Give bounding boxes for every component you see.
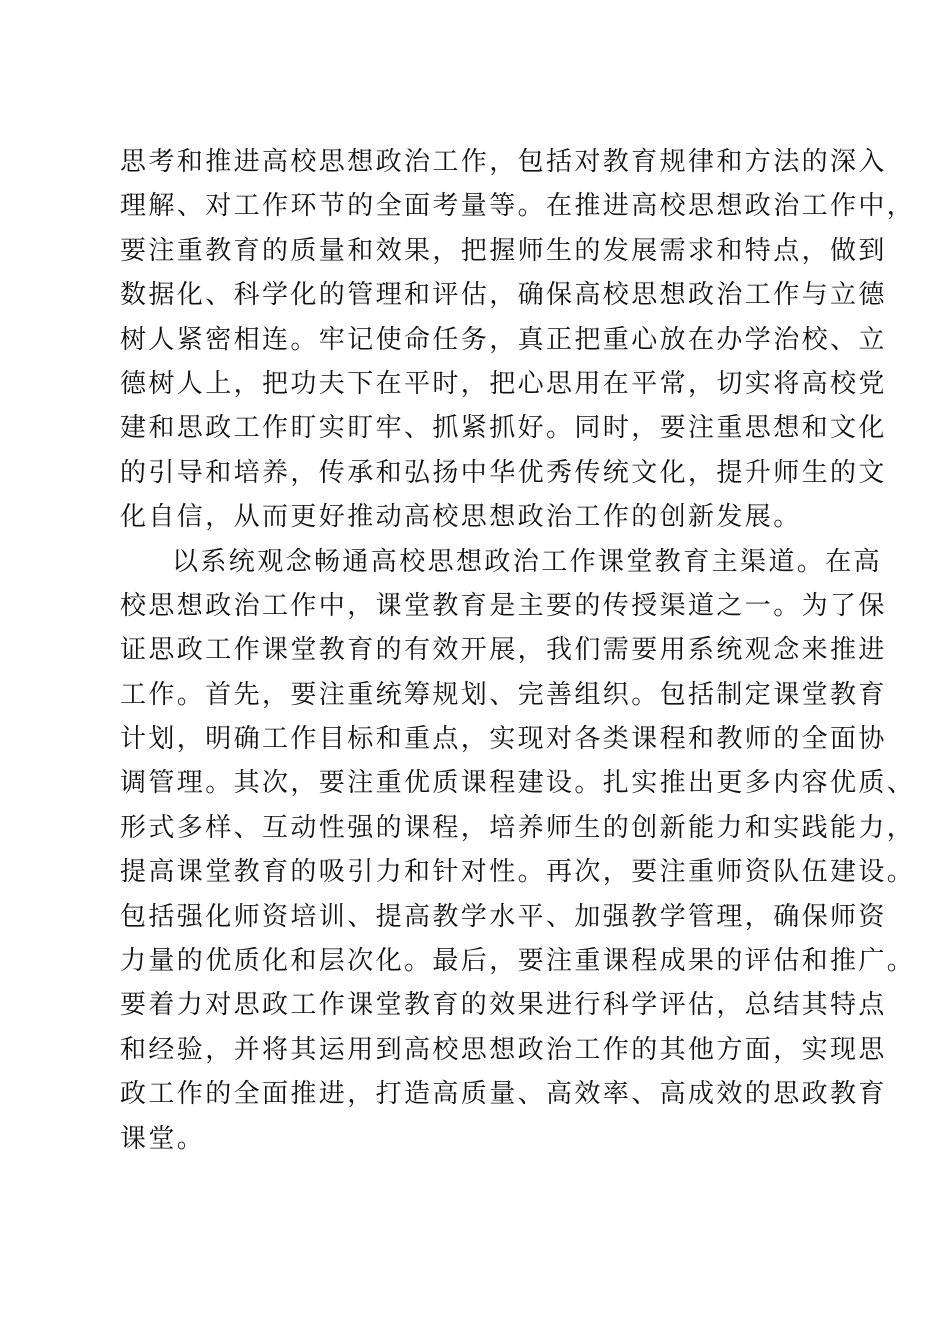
paragraph-line: 数据化、科学化的管理和评估，确保高校思想政治工作与立德 — [120, 280, 887, 311]
paragraph-line: 形式多样、互动性强的课程，培养师生的创新能力和实践能力， — [120, 812, 916, 843]
paragraph-line: 工作。首先，要注重统筹规划、完善组织。包括制定课堂教育 — [120, 679, 887, 710]
paragraph-line: 包括强化师资培训、提高教学水平、加强教学管理，确保师资 — [120, 901, 887, 932]
paragraph-line: 力量的优质化和层次化。最后，要注重课程成果的评估和推广。 — [120, 946, 916, 977]
paragraph-line: 要着力对思政工作课堂教育的效果进行科学评估，总结其特点 — [120, 990, 887, 1021]
paragraph-line: 证思政工作课堂教育的有效开展，我们需要用系统观念来推进 — [120, 635, 887, 666]
paragraph-first-line: 以系统观念畅通高校思想政治工作课堂教育主渠道。在高 — [172, 546, 883, 577]
paragraph-line: 建和思政工作盯实盯牢、抓紧抓好。同时，要注重思想和文化 — [120, 413, 887, 444]
body-text — [120, 140, 916, 1161]
paragraph-line: 计划，明确工作目标和重点，实现对各类课程和教师的全面协 — [120, 724, 887, 755]
paragraph-line: 调管理。其次，要注重优质课程建设。扎实推出更多内容优质、 — [120, 768, 916, 799]
paragraph-line: 理解、对工作环节的全面考量等。在推进高校思想政治工作中， — [120, 191, 916, 222]
paragraph-line: 树人紧密相连。牢记使命任务，真正把重心放在办学治校、立 — [120, 324, 887, 355]
paragraph-2 — [120, 540, 916, 1161]
paragraph-1 — [120, 140, 916, 540]
paragraph-line: 校思想政治工作中，课堂教育是主要的传授渠道之一。为了保 — [120, 590, 887, 621]
paragraph-line: 课堂。 — [120, 1123, 206, 1154]
paragraph-line: 思考和推进高校思想政治工作，包括对教育规律和方法的深入 — [120, 147, 887, 177]
paragraph-line: 和经验，并将其运用到高校思想政治工作的其他方面，实现思 — [120, 1034, 887, 1065]
paragraph-line: 的引导和培养，传承和弘扬中华优秀传统文化，提升师生的文 — [120, 457, 887, 488]
paragraph-line: 化自信，从而更好推动高校思想政治工作的创新发展。 — [120, 502, 802, 533]
paragraph-line: 政工作的全面推进，打造高质量、高效率、高成效的思政教育 — [120, 1079, 887, 1110]
paragraph-line: 要注重教育的质量和效果，把握师生的发展需求和特点，做到 — [120, 235, 887, 266]
paragraph-line: 提高课堂教育的吸引力和针对性。再次，要注重师资队伍建设。 — [120, 857, 916, 888]
paragraph-line: 德树人上，把功夫下在平时，把心思用在平常，切实将高校党 — [120, 368, 887, 399]
